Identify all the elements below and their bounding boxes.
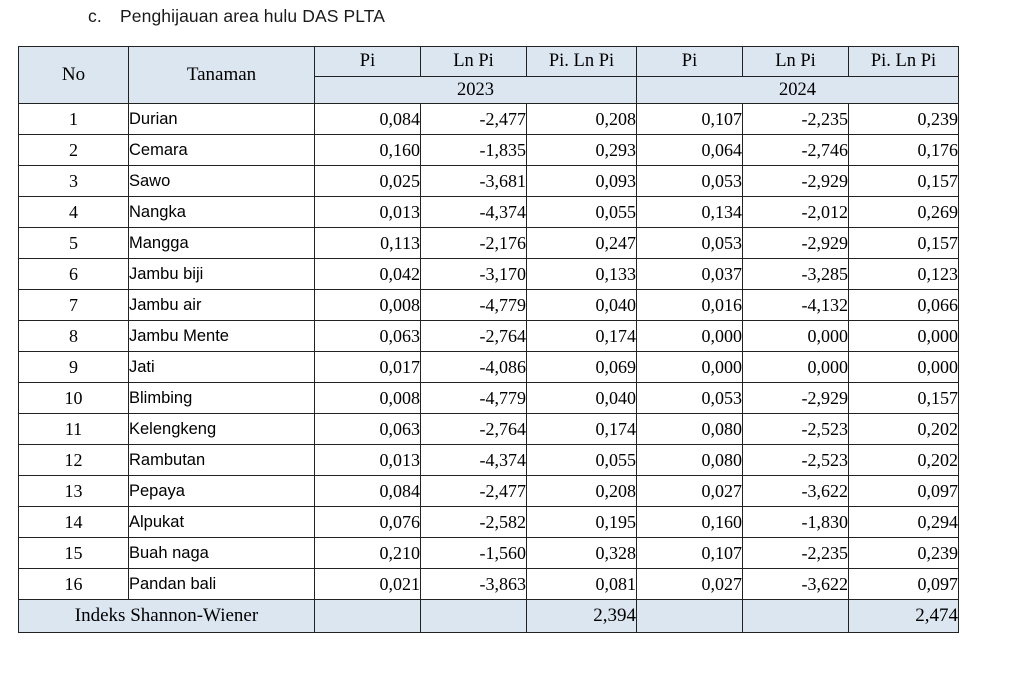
row-pi-2023: 0,042	[315, 259, 421, 290]
row-lnpi-2023: -2,477	[421, 476, 527, 507]
row-pi-2024: 0,027	[637, 569, 743, 600]
row-pi-2023: 0,021	[315, 569, 421, 600]
table-row	[19, 259, 959, 290]
row-lnpi-2024: -2,929	[743, 383, 849, 414]
footer-blank-3	[637, 600, 743, 633]
row-pilnpi-2024: 0,202	[849, 414, 959, 445]
row-pi-2024: 0,037	[637, 259, 743, 290]
row-lnpi-2024: -2,746	[743, 135, 849, 166]
row-no: 7	[19, 290, 129, 321]
footer-row	[19, 600, 959, 633]
row-pilnpi-2024: 0,000	[849, 321, 959, 352]
row-no: 15	[19, 538, 129, 569]
header-no: No	[19, 47, 129, 104]
header-pi-2024: Pi	[637, 47, 743, 77]
header-pilnpi-2023: Pi. Ln Pi	[527, 47, 637, 77]
row-no: 13	[19, 476, 129, 507]
row-lnpi-2023: -1,560	[421, 538, 527, 569]
row-tanaman: Blimbing	[129, 383, 315, 414]
row-tanaman: Alpukat	[129, 507, 315, 538]
table-row	[19, 507, 959, 538]
row-pilnpi-2023: 0,055	[527, 445, 637, 476]
row-pi-2024: 0,000	[637, 321, 743, 352]
table-row	[19, 383, 959, 414]
row-pi-2024: 0,000	[637, 352, 743, 383]
row-no: 11	[19, 414, 129, 445]
row-pi-2024: 0,027	[637, 476, 743, 507]
footer-total-2024: 2,474	[849, 600, 959, 633]
row-lnpi-2023: -3,681	[421, 166, 527, 197]
row-pilnpi-2023: 0,208	[527, 476, 637, 507]
row-pilnpi-2023: 0,174	[527, 321, 637, 352]
shannon-wiener-table	[18, 46, 959, 633]
row-lnpi-2024: -3,622	[743, 476, 849, 507]
row-pi-2023: 0,084	[315, 104, 421, 135]
header-lnpi-2023: Ln Pi	[421, 47, 527, 77]
row-pilnpi-2024: 0,157	[849, 228, 959, 259]
row-lnpi-2023: -4,779	[421, 290, 527, 321]
row-lnpi-2024: 0,000	[743, 352, 849, 383]
row-pi-2024: 0,134	[637, 197, 743, 228]
row-pilnpi-2023: 0,040	[527, 383, 637, 414]
row-tanaman: Pepaya	[129, 476, 315, 507]
row-pi-2024: 0,080	[637, 445, 743, 476]
row-tanaman: Jati	[129, 352, 315, 383]
row-tanaman: Buah naga	[129, 538, 315, 569]
row-pi-2023: 0,113	[315, 228, 421, 259]
row-tanaman: Mangga	[129, 228, 315, 259]
header-year-2024: 2024	[637, 77, 959, 104]
row-lnpi-2024: -2,929	[743, 166, 849, 197]
row-pilnpi-2024: 0,123	[849, 259, 959, 290]
row-pi-2024: 0,053	[637, 166, 743, 197]
row-pi-2023: 0,013	[315, 197, 421, 228]
row-lnpi-2024: -2,523	[743, 414, 849, 445]
row-pi-2023: 0,008	[315, 383, 421, 414]
row-lnpi-2023: -4,374	[421, 197, 527, 228]
table-row	[19, 135, 959, 166]
row-tanaman: Rambutan	[129, 445, 315, 476]
table-container	[18, 46, 958, 633]
row-pi-2024: 0,053	[637, 383, 743, 414]
row-pilnpi-2024: 0,157	[849, 383, 959, 414]
row-no: 8	[19, 321, 129, 352]
row-pi-2023: 0,076	[315, 507, 421, 538]
row-lnpi-2023: -2,764	[421, 414, 527, 445]
row-pi-2024: 0,160	[637, 507, 743, 538]
row-tanaman: Jambu air	[129, 290, 315, 321]
footer-blank-4	[743, 600, 849, 633]
table-row	[19, 352, 959, 383]
row-pi-2023: 0,017	[315, 352, 421, 383]
footer-blank-1	[315, 600, 421, 633]
header-pi-2023: Pi	[315, 47, 421, 77]
table-row	[19, 197, 959, 228]
row-lnpi-2023: -2,582	[421, 507, 527, 538]
row-pilnpi-2023: 0,174	[527, 414, 637, 445]
row-pi-2023: 0,013	[315, 445, 421, 476]
footer-label: Indeks Shannon-Wiener	[19, 600, 315, 633]
row-pi-2024: 0,016	[637, 290, 743, 321]
row-pi-2024: 0,064	[637, 135, 743, 166]
table-row	[19, 414, 959, 445]
row-pilnpi-2024: 0,239	[849, 104, 959, 135]
row-pi-2023: 0,084	[315, 476, 421, 507]
row-pilnpi-2024: 0,000	[849, 352, 959, 383]
row-pilnpi-2023: 0,093	[527, 166, 637, 197]
row-pilnpi-2023: 0,208	[527, 104, 637, 135]
table-row	[19, 445, 959, 476]
table-row	[19, 538, 959, 569]
row-lnpi-2023: -4,086	[421, 352, 527, 383]
row-no: 10	[19, 383, 129, 414]
row-pi-2024: 0,107	[637, 538, 743, 569]
row-no: 9	[19, 352, 129, 383]
table-row	[19, 166, 959, 197]
row-pi-2023: 0,025	[315, 166, 421, 197]
row-lnpi-2024: 0,000	[743, 321, 849, 352]
row-pilnpi-2024: 0,157	[849, 166, 959, 197]
table-head	[19, 47, 959, 104]
row-pilnpi-2024: 0,239	[849, 538, 959, 569]
row-no: 12	[19, 445, 129, 476]
row-tanaman: Nangka	[129, 197, 315, 228]
row-tanaman: Jambu biji	[129, 259, 315, 290]
row-tanaman: Kelengkeng	[129, 414, 315, 445]
header-pilnpi-2024: Pi. Ln Pi	[849, 47, 959, 77]
row-no: 3	[19, 166, 129, 197]
row-lnpi-2024: -1,830	[743, 507, 849, 538]
row-tanaman: Sawo	[129, 166, 315, 197]
row-pilnpi-2023: 0,328	[527, 538, 637, 569]
row-no: 1	[19, 104, 129, 135]
row-lnpi-2024: -2,235	[743, 538, 849, 569]
table-row	[19, 569, 959, 600]
row-pilnpi-2023: 0,040	[527, 290, 637, 321]
table-row	[19, 290, 959, 321]
row-no: 16	[19, 569, 129, 600]
row-pilnpi-2023: 0,133	[527, 259, 637, 290]
row-pi-2024: 0,053	[637, 228, 743, 259]
figure-caption	[88, 6, 385, 27]
row-tanaman: Pandan bali	[129, 569, 315, 600]
row-pi-2024: 0,080	[637, 414, 743, 445]
row-lnpi-2024: -2,012	[743, 197, 849, 228]
header-lnpi-2024: Ln Pi	[743, 47, 849, 77]
row-pilnpi-2024: 0,097	[849, 569, 959, 600]
caption-marker: c.	[88, 6, 102, 26]
row-no: 4	[19, 197, 129, 228]
header-year-2023: 2023	[315, 77, 637, 104]
row-lnpi-2024: -2,523	[743, 445, 849, 476]
table-row	[19, 321, 959, 352]
row-pilnpi-2024: 0,176	[849, 135, 959, 166]
row-pilnpi-2024: 0,066	[849, 290, 959, 321]
row-pilnpi-2024: 0,202	[849, 445, 959, 476]
row-no: 6	[19, 259, 129, 290]
row-lnpi-2024: -3,622	[743, 569, 849, 600]
row-pilnpi-2023: 0,293	[527, 135, 637, 166]
row-pilnpi-2023: 0,055	[527, 197, 637, 228]
row-pilnpi-2023: 0,247	[527, 228, 637, 259]
row-lnpi-2024: -4,132	[743, 290, 849, 321]
row-tanaman: Cemara	[129, 135, 315, 166]
row-no: 14	[19, 507, 129, 538]
row-lnpi-2023: -4,374	[421, 445, 527, 476]
row-pi-2023: 0,210	[315, 538, 421, 569]
row-lnpi-2023: -2,764	[421, 321, 527, 352]
header-row-1	[19, 47, 959, 77]
row-pilnpi-2024: 0,294	[849, 507, 959, 538]
row-lnpi-2023: -2,176	[421, 228, 527, 259]
row-lnpi-2023: -3,170	[421, 259, 527, 290]
caption-text: Penghijauan area hulu DAS PLTA	[120, 6, 386, 26]
row-lnpi-2023: -1,835	[421, 135, 527, 166]
table-row	[19, 476, 959, 507]
row-lnpi-2023: -3,863	[421, 569, 527, 600]
table-foot	[19, 600, 959, 633]
row-lnpi-2024: -2,235	[743, 104, 849, 135]
row-pilnpi-2023: 0,081	[527, 569, 637, 600]
row-pi-2023: 0,063	[315, 414, 421, 445]
row-pilnpi-2024: 0,097	[849, 476, 959, 507]
row-no: 5	[19, 228, 129, 259]
row-pilnpi-2024: 0,269	[849, 197, 959, 228]
row-pi-2023: 0,063	[315, 321, 421, 352]
table-row	[19, 228, 959, 259]
row-tanaman: Durian	[129, 104, 315, 135]
row-pi-2023: 0,008	[315, 290, 421, 321]
row-no: 2	[19, 135, 129, 166]
row-tanaman: Jambu Mente	[129, 321, 315, 352]
row-pilnpi-2023: 0,069	[527, 352, 637, 383]
row-lnpi-2023: -2,477	[421, 104, 527, 135]
table-row	[19, 104, 959, 135]
row-lnpi-2024: -3,285	[743, 259, 849, 290]
row-lnpi-2024: -2,929	[743, 228, 849, 259]
row-pilnpi-2023: 0,195	[527, 507, 637, 538]
row-pi-2023: 0,160	[315, 135, 421, 166]
row-pi-2024: 0,107	[637, 104, 743, 135]
header-tanaman: Tanaman	[129, 47, 315, 104]
footer-blank-2	[421, 600, 527, 633]
row-lnpi-2023: -4,779	[421, 383, 527, 414]
footer-total-2023: 2,394	[527, 600, 637, 633]
table-body	[19, 104, 959, 600]
